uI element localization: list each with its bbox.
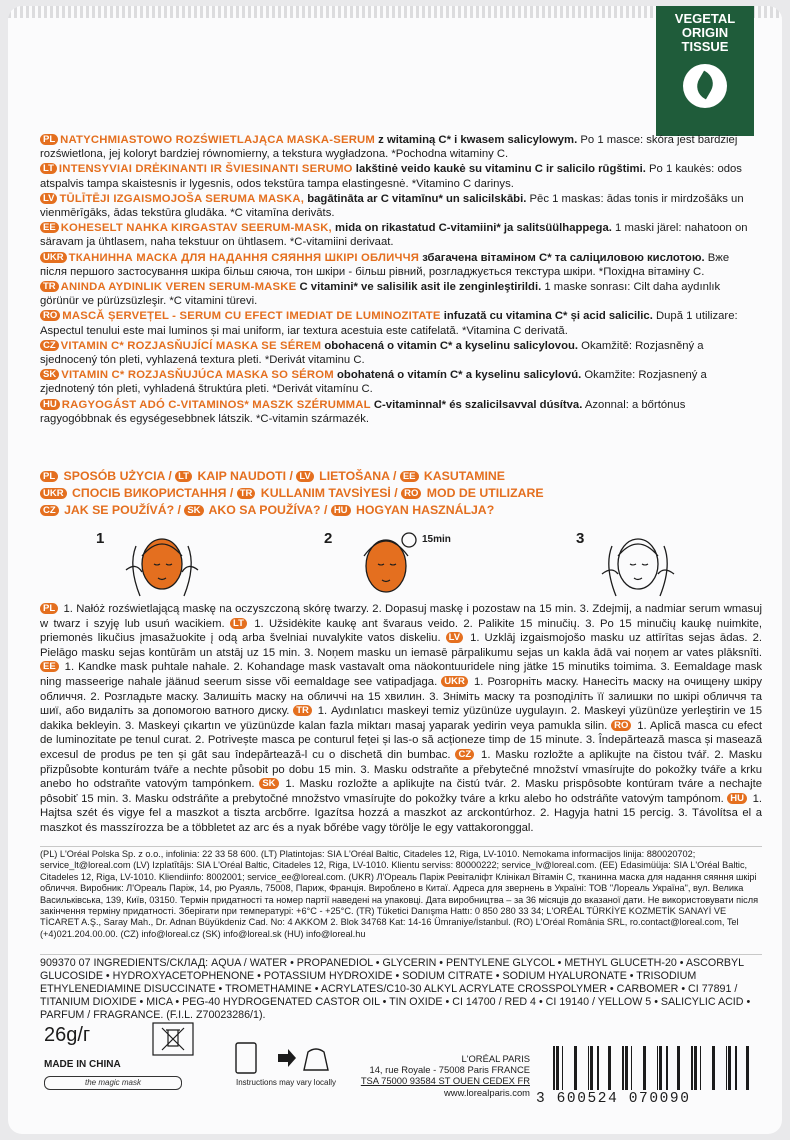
leaf-icon [683, 64, 727, 108]
barcode-bar [597, 1046, 599, 1090]
description-tr [40, 280, 750, 308]
how-to-label: SPOSÓB UŻYCIA / [60, 469, 176, 483]
barcode-bar [694, 1046, 697, 1090]
barcode-bar [666, 1046, 668, 1090]
how-to-label: KAIP NAUDOTI / [194, 469, 297, 483]
product-body: Okamžite: Rozjasnený a zjednotený tón pleti, vyhladená štruktúra pleti. *Derivát vitamínu C. [40, 369, 707, 396]
badge-line-2: ORIGIN [681, 25, 729, 40]
product-body: Вже після першого застосування шкіра більш сяюча, тон шкіри - більш рівний, розгладжується текстура шкіри. *Похідна вітаміну С. [40, 251, 730, 278]
usage-text: 1. Užsidėkite kaukę ant švaraus veido. 2. Palikite 15 minučių. 3. Po 15 minučių kaukę nuimkite, priemonės likučius įmasažuokite į odą arba švelniai nuvalykite vatos diskeliu. [40, 617, 762, 645]
how-to-heading-ee [400, 469, 505, 483]
vegetal-origin-badge [656, 6, 754, 136]
barcode-bar [746, 1046, 749, 1090]
how-to-label: HOGYAN HASZNÁLJA? [352, 503, 495, 517]
product-subtitle: bagātināta ar C vitamīnu* un salicilskābi. [304, 192, 527, 205]
disposal-instruction-icon [234, 1042, 334, 1076]
usage-text: 1. Uzklāj izgaismojošo masku uz attīrītas sejas ādas. 2. Pielāgo masku sejas kontūrām un atstāj uz 15 min. 3. Noņem masku un iemasē pārpalikumu sejas un kakla ādā vai noņem ar vates plāksnīti. [40, 632, 763, 659]
barcode-bar [691, 1046, 693, 1090]
product-subtitle: lakštinė veido kaukė su vitaminu C ir salicilo rūgštimi. [352, 163, 646, 176]
usage-instructions [40, 602, 762, 836]
usage-text: 1. Masku rozložte a aplikujte na čistou tvář. 2. Masku přizpůsobte konturám tváře a nechte působit po dobu 15 min. 3. Masku odstraňte a přebytečné množství vmasírujte do pokožky tváře a krku anebo ho odstraňte vatovým tampónkem. [40, 748, 762, 791]
badge-line-1: VEGETAL [674, 11, 736, 26]
language-tag: EE [40, 222, 59, 233]
product-body: 1 maski järel: nahatoon on säravam ja ühtlasem, naha tekstuur on ühtlasem. *C-vitamiini derivaat. [40, 222, 748, 249]
product-title: NATYCHMIASTOWO ROZŚWIETLAJĄCA MASKA-SERUM [60, 134, 376, 146]
address-line-1: 14, rue Royale - 75008 Paris FRANCE [369, 1064, 530, 1076]
language-tag: CZ [455, 749, 474, 760]
brand-name: L'ORÉAL PARIS [461, 1053, 530, 1064]
description-hu [40, 398, 750, 426]
usage-text: 1. Розгорніть маску. Нанесіть маску на очищену шкіру обличчя. 2. Розгладьте маску. Залишіть маску на обличчі на 15 хвилин. 3. Зніміть маску та розподіліть її залишки по шкірі обличчя та шиї, або видаліть за допомогою ватного диску. [40, 675, 762, 718]
how-to-label: KASUTAMINE [420, 469, 505, 483]
product-descriptions [8, 133, 782, 427]
barcode-bar [735, 1046, 737, 1090]
language-tag: LT [175, 471, 192, 482]
language-tag: SK [184, 505, 203, 516]
language-tag: TR [237, 488, 256, 499]
instructions-note: Instructions may vary locally [236, 1078, 337, 1087]
language-tag: UKR [40, 488, 67, 499]
product-body: După 1 utilizare: Aspectul tenului este mai luminos și mai uniform, iar textura acestuia este catifelată. *Vitamina C derivată. [40, 310, 738, 337]
product-body: 1 maske sonrası: Cilt daha aydınlık görünür ve pürüzsüzleşir. *C vitamini türevi. [40, 281, 721, 308]
product-subtitle: C vitamini* ve salisilik asit ile zenginleştirildi. [296, 281, 542, 294]
product-body: Pēc 1 maskas: ādas tonis ir mirdzošāks un vienmērīgāks, ādas tekstūra gludāka. *C vitamīna derivāts. [40, 192, 744, 220]
barcode-bar [659, 1046, 662, 1090]
barcode-bar [700, 1046, 701, 1090]
step-3-number: 3 [576, 530, 585, 547]
how-to-heading-sk [184, 503, 330, 517]
how-to-label: JAK SE POUŽÍVÁ? / [60, 503, 185, 517]
how-to-label: KULLANIM TAVSİYESİ / [257, 486, 402, 500]
step-3-face-icon [592, 526, 682, 606]
product-title: TŪLĪTĒJI IZGAISMOJOŠA SERUMA MASKA, [59, 192, 305, 205]
language-tag: EE [40, 661, 59, 672]
website: www.lorealparis.com [444, 1086, 530, 1098]
barcode-bar [608, 1046, 611, 1090]
how-to-heading-pl [40, 469, 175, 483]
how-to-heading-hu [331, 503, 494, 517]
product-body: Po 1 masce: skóra jest bardziej rozświetlona, jej koloryt bardziej równomierny, a tekstura wygładzona. *Pochodna witaminy C. [40, 134, 738, 161]
barcode-bar [631, 1046, 632, 1090]
made-in-label: MADE IN CHINA [44, 1059, 121, 1070]
language-tag: LV [40, 193, 57, 204]
barcode-bar [556, 1046, 559, 1090]
description-cz [40, 339, 750, 367]
how-to-label: MOD DE UTILIZARE [423, 486, 544, 500]
barcode-bar [643, 1046, 646, 1090]
how-to-heading-tr [237, 486, 401, 500]
barcode-bar [574, 1046, 577, 1090]
barcode-number: 3 600524 070090 [536, 1091, 691, 1107]
step-1-number: 1 [96, 530, 105, 547]
language-tag: UKR [40, 252, 67, 263]
barcode-bar [562, 1046, 563, 1090]
product-body: Okamžitě: Rozjasněný a sjednocený tón pleti, vyhlazená textura pleti. *Derivát vitaminu C. [40, 339, 704, 367]
description-sk [40, 368, 750, 396]
barcode-bar [677, 1046, 680, 1090]
barcode-bar [728, 1046, 731, 1090]
description-pl [40, 133, 750, 161]
description-ukr [40, 251, 750, 279]
usage-text: 1. Nałóż rozświetlającą maskę na oczyszczoną skórę twarzy. 2. Dopasuj maskę i pozostaw na 15 min. 3. Zdejmij, a nadmiar serum wmasuj w twarz i szyję lub usuń wacikiem. [40, 603, 762, 630]
product-subtitle: z witaminą C* i kwasem salicylowym. [375, 134, 578, 146]
ingredients-list: 909370 07 INGREDIENTS/СКЛАД: AQUA / WATER • PROPANEDIOL • GLYCERIN • PENTYLENE GLYCOL • METHYL GLUCETH-20 • ASCORBYL GLUCOSIDE • HYDROXYACETOPHENONE • POTASSIUM HYDROXIDE • SODIUM CITRATE • SODIUM HYALURONATE • TRISODIUM ETHYLENEDIAMINE DISUCCINATE • TROMETHAMINE • ACRYLATES/C10-30 ALKYL ACRYLATE CROSSPOLYMER • CARBOMER • CI 77891 / TITANIUM DIOXIDE • MICA • PEG-40 HYDROGENATED CASTOR OIL • TIN OXIDE • CI 14700 / RED 4 • CI 19140 / YELLOW 5 • SALICYLIC ACID • PARFUM / FRAGRANCE. (F.I.L. Z70023286/1). [40, 954, 762, 1022]
language-tag: RO [611, 720, 631, 731]
usage-text: 1. Kandke mask puhtale nahale. 2. Kohandage mask vastavalt oma näokontuuridele ning jätke 15 minutiks toimima. 3. Eemaldage mask ning masseerige nahale jäänud seerum sisse või eemaldage see vatipadjaga. [40, 661, 762, 688]
recycling-bin-icon [152, 1022, 194, 1056]
language-tag: LV [296, 471, 313, 482]
barcode-bar [588, 1046, 589, 1090]
badge-line-3: TISSUE [681, 39, 729, 54]
timer-label: 15min [422, 534, 451, 545]
product-title: VITAMIN C* ROZJASŇUJÚCA MASKA SO SÉROM [61, 369, 334, 382]
product-subtitle: obohacená o vitamin C* a kyselinu salicylovou. [321, 339, 579, 352]
language-tag: TR [293, 705, 312, 716]
address-line-2: TSA 75000 93584 ST OUEN CEDEX FR [360, 1075, 530, 1087]
net-weight: 26g/г [44, 1024, 91, 1046]
product-title: KOHESELT NAHKA KIRGASTAV SEERUM-MASK, [60, 222, 332, 235]
product-subtitle: mida on rikastatud C-vitamiini* ja salitsüülhappega. [331, 222, 612, 235]
barcode-bar [657, 1046, 658, 1090]
product-title: ANINDA AYDINLIK VEREN SERUM-MASKE [60, 281, 297, 294]
step-1-face-icon [118, 526, 208, 606]
product-subtitle: збагачена вітаміном С* та саліциловою кислотою. [419, 251, 705, 264]
product-body: Po 1 kaukės: odos atspalvis tampa skaistesnis ir lygesnis, odos tekstūra tampa elastingesnė. *Vitamino C darinys. [40, 163, 742, 190]
product-package-back [8, 6, 782, 1134]
step-2-number: 2 [324, 530, 333, 547]
barcode-bar [590, 1046, 593, 1090]
description-lv [40, 192, 750, 220]
usage-text: 1. Aplică masca cu efect de luminozitate pe tenul curat. 2. Potrivește masca pe conturul feței și las-o să acționeze timp de 15 minute. 3. Îndepărtează masca și masează excesul de produs pe ten și gât sau îndepărtează-l cu o dischetă din bumbac. [40, 719, 762, 761]
language-tag: PL [40, 603, 58, 614]
language-tag: RO [40, 310, 60, 321]
description-ro [40, 309, 750, 337]
language-tag: TR [40, 281, 59, 292]
how-to-label: СПОСІБ ВИКОРИСТАННЯ / [68, 486, 237, 500]
how-to-heading-cz [40, 503, 184, 517]
how-to-use-headings [40, 468, 760, 519]
language-tag: SK [259, 778, 278, 789]
language-tag: PL [40, 471, 58, 482]
usage-text: 1. Aydınlatıcı maskeyi temiz yüzünüze uygulayın. 2. Maskeyi yüzünüze yerleştirin ve 15 dakika bekleyin. 3. Maskeyi çıkartın ve yüzünüzde kalan fazla miktarı masaj yaparak yedirin veya pamukla silin. [40, 705, 762, 732]
product-title: ТКАНИННА МАСКА ДЛЯ НАДАННЯ СЯЯННЯ ШКІРІ ОБЛИЧЧЯ [68, 251, 420, 264]
how-to-heading-lv [296, 469, 399, 483]
how-to-heading-ro [401, 486, 543, 500]
how-to-heading-lt [175, 469, 296, 483]
product-title: RAGYOGÁST ADÓ C-VITAMINOS* MASZK SZÉRUMMAL [61, 398, 371, 411]
usage-steps-illustration [40, 526, 760, 606]
legal-distributor-info: (PL) L'Oréal Polska Sp. z o.o., infolinia: 22 33 58 600. (LT) Platintojas: SIA L'Oréal Baltic, Citadeles 12, Riga, LV-1010. Nemokama informacijos linija: 880020702; service_lt@loreal.com (LV) Izplatītājs: SIA L'Oréal Baltic, Citadeles 12, Riga, LV-1010. Klientu serviss: 80000222; service_lv@loreal.com. (EE) Edasimüüja: SIA L'Oréal Baltic, Citadeles 12, Riga, LV-1010. Kliendiinfo: 8002001; service_ee@loreal.com. (UKR) Л'Ореаль Паріж Ревіталіфт Клінікал Вітамін С, тканинна маска для надання сяяння шкірі обличчя. Виробник: Л'Ореаль Паріж, 14, рю Руаяль, 75008, Париж, Франція. Вироблено в Китаї. Адреса для звернень в Україні: ТОВ "Лореаль Україна", вул. Велика Васильківська, 139, Київ, 03150. Термін придатності та номер партії наведені на упаковці. Дата виробництва – за 36 місяців до вказаної дати. Не використовувати після закінчення терміну придатності. Зберігати при температурі: +6°C - +25°C. (TR) Tüketici Danışma Hattı: 0 850 280 33 34; L'ORÉAL TÜRKİYE KOZMETİK SANAYİ VE TİCARET A.Ş., Saray Mah., Dr. Adnan Büyükdeniz Cad. No: 4 AKKOM 2. Blok 34768 Kat: 14-16 Ümraniye/İstanbul. (RO) L'Oréal România SRL, ro.contact@loreal.com, Tel (+4)021.204.00.00. (CZ) info@loreal.cz (SK) info@loreal.sk (HU) info@loreal.hu [40, 846, 762, 940]
language-tag: CZ [40, 505, 59, 516]
description-ee [40, 221, 750, 249]
brand-address [334, 1053, 530, 1098]
product-subtitle: infuzată cu vitamina C* și acid salicilic. [440, 310, 653, 323]
product-title: MASCĂ ȘERVEȚEL - SERUM CU EFECT IMEDIAT DE LUMINOZITATE [62, 310, 441, 323]
product-body: Azonnal: a bőrtónus ragyogóbbnak és egységesebbnek látszik. *C-vitamin származék. [40, 398, 686, 425]
how-to-label: LIETOŠANA / [315, 469, 400, 483]
language-tag: HU [40, 399, 60, 410]
how-to-heading-ukr [40, 486, 237, 500]
language-tag: RO [401, 488, 421, 499]
language-tag: LT [40, 163, 57, 174]
product-title: INTENSYVIAI DRĖKINANTI IR ŠVIESINANTI SERUMO [58, 163, 353, 176]
usage-text: 1. Masku rozložte a aplikujte na čistú tvár. 2. Masku prispôsobte kontúram tváre a nechajte pôsobiť 15 min. 3. Masku odstráňte a prebytočné množstvo vmasírujte do pokožky tváre a krku alebo ho odstráňte vatovým tampónom. [40, 778, 763, 805]
description-lt [40, 162, 750, 190]
product-title: VITAMIN C* ROZJASŇUJÍCÍ MASKA SE SÉREM [60, 339, 322, 352]
barcode-bar [726, 1046, 727, 1090]
language-tag: HU [331, 505, 351, 516]
language-tag: LV [446, 632, 463, 643]
usage-text: 1. Hajtsa szét és vigye fel a maszkot a tiszta arcbőrre. Igazítsa hozzá a maszkot az arckontúrhoz. 2. Hagyja hatni 15 percig. 3. Távolítsa el a maszkot és masszírozza be a többletet az arc és a nyak bőrébe vagy törölje le egy vattakoronggal. [40, 792, 762, 834]
product-subtitle: C-vitaminnal* és szalicilsavval dúsítva. [370, 398, 583, 411]
barcode-bar [625, 1046, 628, 1090]
barcode-bar [712, 1046, 715, 1090]
language-tag: CZ [40, 340, 59, 351]
language-tag: SK [40, 369, 59, 380]
barcode [546, 1046, 752, 1092]
barcode-bar [553, 1046, 555, 1090]
language-tag: HU [727, 793, 747, 804]
product-subtitle: obohatená o vitamín C* a kyselinu salicylovú. [333, 369, 582, 382]
magic-mask-logo: the magic mask [44, 1076, 182, 1090]
language-tag: PL [40, 134, 58, 145]
language-tag: UKR [441, 676, 468, 687]
how-to-label: AKO SA POUŽÍVA? / [205, 503, 331, 517]
barcode-bar [622, 1046, 624, 1090]
language-tag: LT [230, 618, 247, 629]
language-tag: EE [400, 471, 419, 482]
